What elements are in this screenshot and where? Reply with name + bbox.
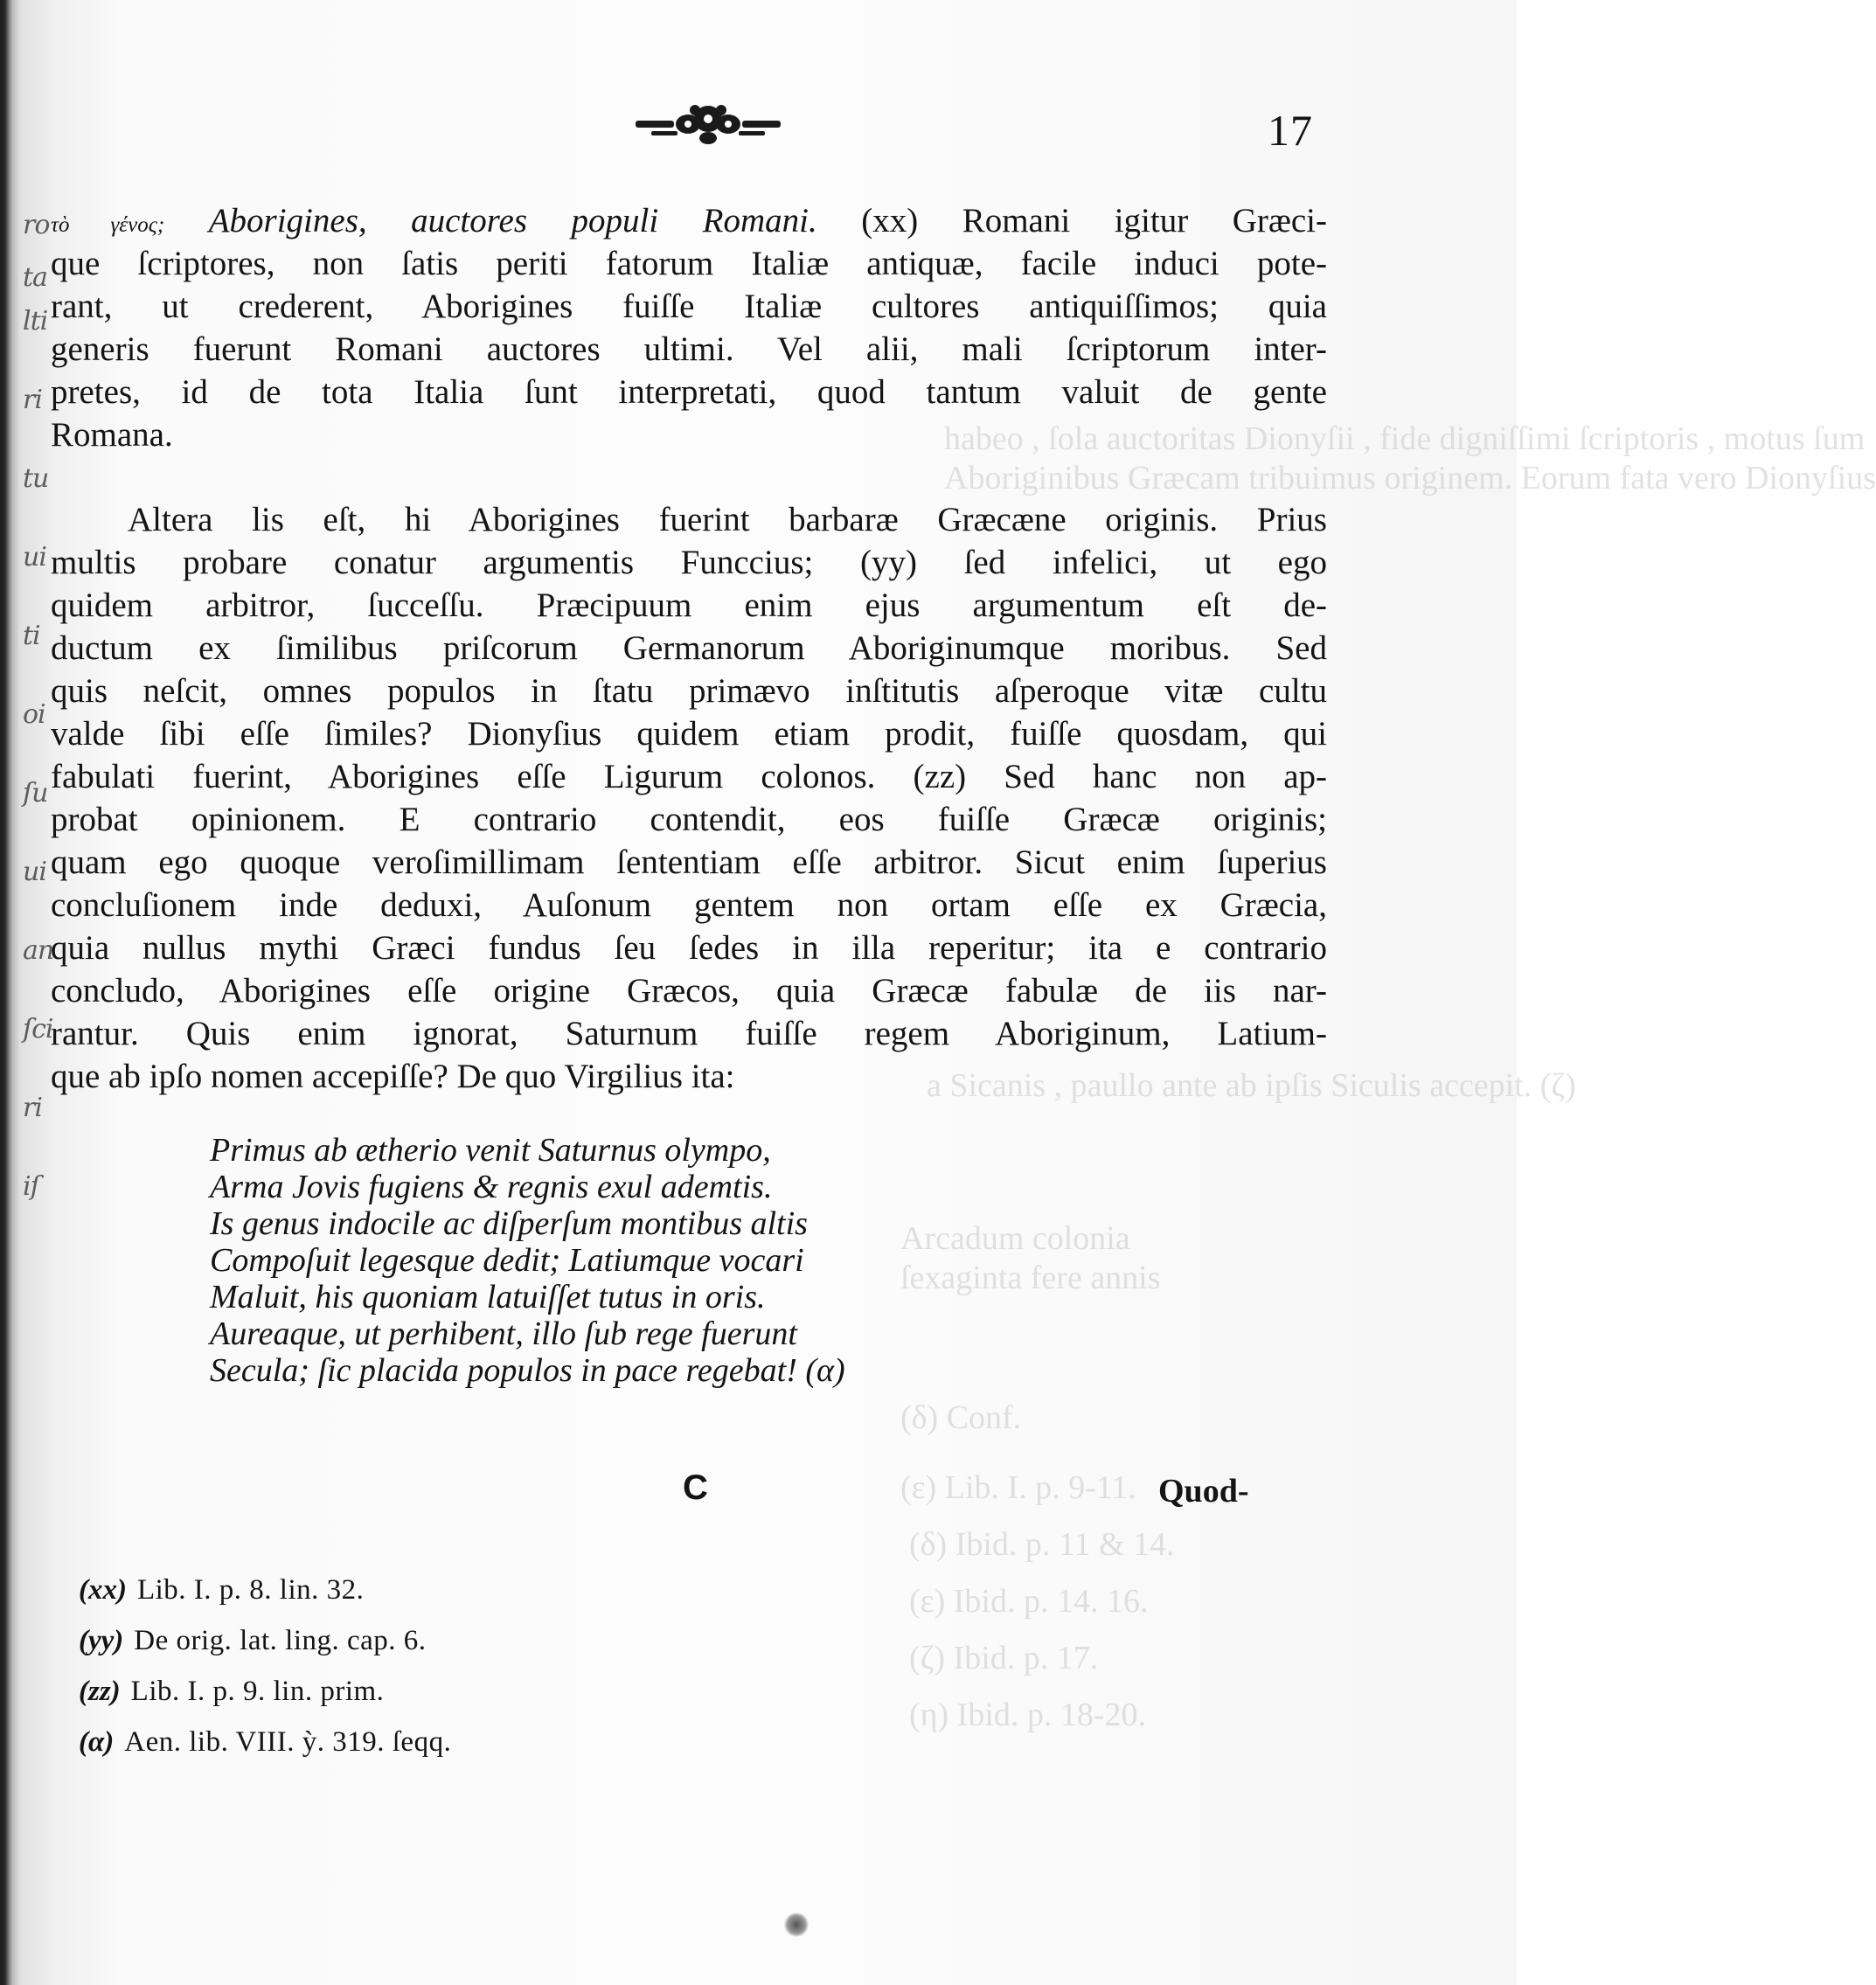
footnote-mark: (α)	[79, 1726, 115, 1758]
text-line: concludo, Aborigines eſſe origine Græcos, quia Græcæ fabulæ de iis nar-	[51, 972, 1327, 1010]
show-through-text: (η) Ibid. p. 18-20.	[909, 1697, 1147, 1733]
footnote-mark: (zz)	[79, 1676, 121, 1707]
text-line: Romana.	[51, 416, 173, 454]
show-through-text: habeo , ſola auctoritas Dionyſii , fide digniſſimi ſcriptoris , motus ſum	[944, 420, 1866, 457]
text-line: valde ſibi eſſe ſimiles? Dionyſius quidem etiam prodit, fuiſſe quosdam, qui	[51, 715, 1327, 753]
footnote	[79, 1717, 451, 1767]
show-through-text: (ε) Ibid. p. 14. 16.	[909, 1583, 1149, 1620]
text-line: quia nullus mythi Græci fundus ſeu ſedes in illa reperitur; ita e contrario	[51, 929, 1327, 967]
verse-line: Is genus indocile ac diſperſum montibus altis	[210, 1205, 808, 1242]
headpiece-ornament-icon	[634, 94, 782, 157]
text-line: probat opinionem. E contrario contendit, eos fuiſſe Græcæ originis;	[51, 801, 1327, 838]
page-number: 17	[1268, 106, 1313, 155]
footnote-mark: (xx)	[79, 1574, 127, 1606]
show-through-text: a Sicanis , paullo ante ab ipſis Siculis accepit. (ζ)	[927, 1067, 1576, 1104]
text-line: pretes, id de tota Italia ſunt interpretati, quod tantum valuit de gente	[51, 373, 1327, 411]
footnote	[79, 1615, 451, 1666]
show-through-text: (δ) Ibid. p. 11 & 14.	[909, 1526, 1175, 1563]
text-line	[51, 199, 1327, 242]
ink-smudge	[783, 1912, 809, 1937]
verse-line: Aureaque, ut perhibent, illo ſub rege fuerunt	[210, 1315, 797, 1352]
text-line: quis neſcit, omnes populos in ſtatu primævo inſtitutis aſperoque vitæ cultu	[51, 672, 1327, 710]
facing-page-edge: ro ta lti ri tu ui ti oi ſu ui an ſci ri iſ	[23, 210, 54, 1202]
footnote	[79, 1666, 451, 1717]
text-line: fabulati fuerint, Aborigines eſſe Ligurum colonos. (zz) Sed hanc non ap-	[51, 758, 1327, 795]
footnote	[79, 1565, 451, 1615]
footnote-text: Lib. I. p. 8. lin. 32.	[136, 1574, 365, 1606]
book-binding-edge	[0, 0, 19, 1985]
show-through-text: ſexaginta fere annis	[900, 1260, 1161, 1296]
show-through-text: Arcadum colonia	[900, 1220, 1130, 1257]
text-line: multis probare conatur argumentis Funccius; (yy) ſed infelici, ut ego	[51, 544, 1327, 581]
text-line: Altera lis eſt, hi Aborigines fuerint barbaræ Græcæne originis. Prius	[128, 501, 1327, 538]
footnote-mark: (yy)	[79, 1625, 124, 1656]
verse-quotation	[210, 1132, 845, 1389]
catchword: Quod-	[1158, 1473, 1249, 1510]
text-line: que ab ipſo nomen accepiſſe? De quo Virgilius ita:	[51, 1058, 735, 1095]
text-line: rantur. Quis enim ignorat, Saturnum fuiſſe regem Aboriginum, Latium-	[51, 1015, 1327, 1052]
italic-phrase: Aborigines, auctores populi Romani.	[208, 202, 817, 239]
paragraph	[51, 498, 1327, 1098]
footnotes	[79, 1565, 451, 1767]
greek-phrase: τὸ γένος;	[51, 213, 165, 237]
text-segment: (xx) Romani igitur Græci-	[861, 202, 1327, 239]
signature-mark: C	[683, 1468, 708, 1507]
show-through-text: (δ) Conf.	[900, 1399, 1022, 1436]
text-line: que ſcriptores, non ſatis periti fatorum Italiæ antiquæ, facile induci pote-	[51, 245, 1327, 282]
verse-line: Compoſuit legesque dedit; Latiumque vocari	[210, 1242, 804, 1279]
show-through-text: Aboriginibus Græcam tribuimus originem. Eorum fata vero Dionyſius	[944, 460, 1876, 496]
verse-line: Primus ab ætherio venit Saturnus olympo,	[210, 1132, 771, 1169]
text-line: concluſionem inde deduxi, Auſonum gentem non ortam eſſe ex Græcia,	[51, 886, 1327, 924]
verse-line: Arma Jovis fugiens & regnis exul ademtis.	[210, 1169, 773, 1205]
text-line: quam ego quoque veroſimillimam ſententiam eſſe arbitror. Sicut enim ſuperius	[51, 843, 1327, 881]
verse-line: Maluit, his quoniam latuiſſet tutus in oris.	[210, 1279, 766, 1315]
text-line: generis fuerunt Romani auctores ultimi. Vel alii, mali ſcriptorum inter-	[51, 330, 1327, 368]
footnote-text: De orig. lat. ling. cap. 6.	[134, 1625, 427, 1656]
text-line: rant, ut crederent, Aborigines fuiſſe Italiæ cultores antiquiſſimos; quia	[51, 288, 1327, 325]
text-line: quidem arbitror, ſucceſſu. Præcipuum enim ejus argumentum eſt de-	[51, 586, 1327, 624]
paragraph	[51, 199, 1327, 456]
text-line: ductum ex ſimilibus priſcorum Germanorum Aboriginumque moribus. Sed	[51, 629, 1327, 667]
show-through-text: (ζ) Ibid. p. 17.	[909, 1640, 1099, 1676]
footnote-text: Aen. lib. VIII. ỳ. 319. ſeqq.	[124, 1726, 452, 1758]
verse-line: Secula; ſic placida populos in pace regebat! (α)	[210, 1352, 845, 1389]
footnote-text: Lib. I. p. 9. lin. prim.	[130, 1676, 385, 1707]
show-through-text: (ε) Lib. I. p. 9-11.	[900, 1469, 1136, 1506]
